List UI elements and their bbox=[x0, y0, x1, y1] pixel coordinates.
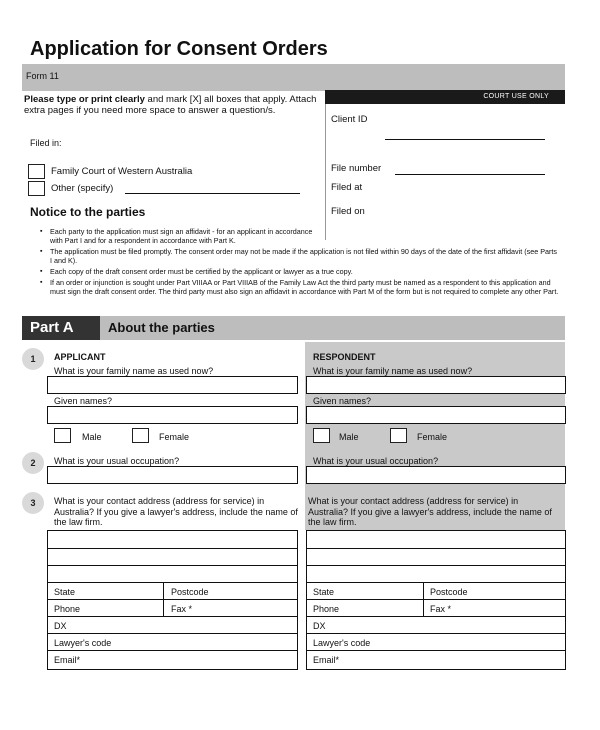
client-id-label: Client ID bbox=[331, 114, 368, 125]
notice-bullet: ▪ The application must be filed promptly. The consent order may not be made if the application is not filed within 90 days of the date of the first affidavit (see Parts I and K). bbox=[40, 247, 560, 265]
applicant-email-label: Email* bbox=[54, 655, 81, 665]
other-court-label: Other (specify) bbox=[51, 183, 114, 194]
respondent-female-checkbox[interactable] bbox=[390, 428, 407, 443]
applicant-fax-label: Fax * bbox=[171, 604, 193, 614]
respondent-occupation-label: What is your usual occupation? bbox=[313, 456, 439, 466]
notice-list bbox=[40, 227, 560, 298]
applicant-lawyers-code-label: Lawyer's code bbox=[54, 638, 112, 648]
respondent-lawyers-code-label: Lawyer's code bbox=[313, 638, 371, 648]
respondent-female-label: Female bbox=[417, 432, 448, 442]
respondent-state-label: State bbox=[313, 587, 335, 597]
part-a-heading: About the parties bbox=[108, 320, 215, 335]
file-number-field[interactable] bbox=[395, 174, 545, 175]
respondent-occupation-input[interactable] bbox=[306, 466, 566, 484]
other-court-checkbox[interactable] bbox=[28, 181, 45, 196]
applicant-phone-label: Phone bbox=[54, 604, 81, 614]
respondent-male-label: Male bbox=[339, 432, 359, 442]
applicant-given-names-label: Given names? bbox=[54, 396, 113, 406]
client-id-field[interactable] bbox=[385, 139, 545, 140]
respondent-address-label: What is your contact address (address for service) in Australia? If you give a lawyer's address, include the name of the law firm. bbox=[308, 496, 552, 527]
respondent-given-names-label: Given names? bbox=[313, 396, 372, 406]
instructions bbox=[24, 94, 329, 116]
applicant-occupation-label: What is your usual occupation? bbox=[54, 456, 180, 466]
applicant-male-label: Male bbox=[82, 432, 102, 442]
file-number-label: File number bbox=[331, 163, 382, 174]
filed-in-label: Filed in: bbox=[30, 138, 62, 148]
family-court-label: Family Court of Western Australia bbox=[51, 166, 193, 177]
applicant-family-name-input[interactable] bbox=[47, 376, 298, 394]
respondent-male-checkbox[interactable] bbox=[313, 428, 330, 443]
form-number-bar bbox=[22, 64, 565, 91]
notice-heading: Notice to the parties bbox=[30, 205, 146, 219]
applicant-address-label: What is your contact address (address for service) in Australia? If you give a lawyer's address, include the name of the law firm. bbox=[54, 496, 298, 527]
court-use-title: COURT USE ONLY bbox=[483, 93, 549, 100]
respondent-family-name-input[interactable] bbox=[306, 376, 566, 394]
page-title: Application for Consent Orders bbox=[30, 38, 328, 60]
filed-on-label: Filed on bbox=[331, 206, 365, 217]
instructions-text: and mark [X] all boxes that apply. Attach extra pages if you need more space to answer a question/s. bbox=[24, 94, 317, 116]
part-a-label: Part A bbox=[30, 319, 74, 336]
applicant-address-block[interactable] bbox=[47, 530, 298, 670]
question-number-2: 2 bbox=[22, 452, 44, 474]
respondent-dx-label: DX bbox=[313, 621, 326, 631]
applicant-dx-label: DX bbox=[54, 621, 67, 631]
question-number-3: 3 bbox=[22, 492, 44, 514]
respondent-given-names-input[interactable] bbox=[306, 406, 566, 424]
respondent-phone-label: Phone bbox=[313, 604, 340, 614]
court-use-header bbox=[325, 90, 565, 104]
family-court-checkbox[interactable] bbox=[28, 164, 45, 179]
other-court-specify-field[interactable] bbox=[125, 193, 300, 194]
applicant-male-checkbox[interactable] bbox=[54, 428, 71, 443]
notice-bullet: ▪ Each copy of the draft consent order must be certified by the applicant or lawyer as a true copy. bbox=[40, 267, 560, 276]
applicant-female-checkbox[interactable] bbox=[132, 428, 149, 443]
respondent-heading: RESPONDENT bbox=[313, 352, 376, 362]
respondent-family-name-label: What is your family name as used now? bbox=[313, 366, 473, 376]
question-number-1: 1 bbox=[22, 348, 44, 370]
applicant-postcode-label: Postcode bbox=[171, 587, 209, 597]
respondent-fax-label: Fax * bbox=[430, 604, 452, 614]
applicant-family-name-label: What is your family name as used now? bbox=[54, 366, 214, 376]
applicant-heading: APPLICANT bbox=[54, 352, 106, 362]
applicant-given-names-input[interactable] bbox=[47, 406, 298, 424]
respondent-address-block[interactable] bbox=[306, 530, 566, 670]
notice-bullet: ▪ If an order or injunction is sought under Part VIIIAA or Part VIIIAB of the Family Law Act the third party must be named as a respondent to this application and must sign the draft consent order. The third party must also sign an affidavit in accordance with Part M of the form but is not required to complete any other Part. bbox=[40, 278, 560, 296]
notice-bullet: ▪ Each party to the application must sign an affidavit - for an applicant in accordance with Part I and for a respondent in accordance with Part K. bbox=[40, 227, 315, 245]
respondent-postcode-label: Postcode bbox=[430, 587, 468, 597]
filed-at-label: Filed at bbox=[331, 182, 363, 193]
part-a-bar bbox=[22, 316, 565, 340]
instructions-bold: Please type or print clearly bbox=[24, 94, 145, 105]
applicant-occupation-input[interactable] bbox=[47, 466, 298, 484]
form-number: Form 11 bbox=[26, 71, 59, 81]
part-a-label-box bbox=[22, 316, 100, 340]
respondent-email-label: Email* bbox=[313, 655, 340, 665]
applicant-female-label: Female bbox=[159, 432, 190, 442]
applicant-state-label: State bbox=[54, 587, 76, 597]
